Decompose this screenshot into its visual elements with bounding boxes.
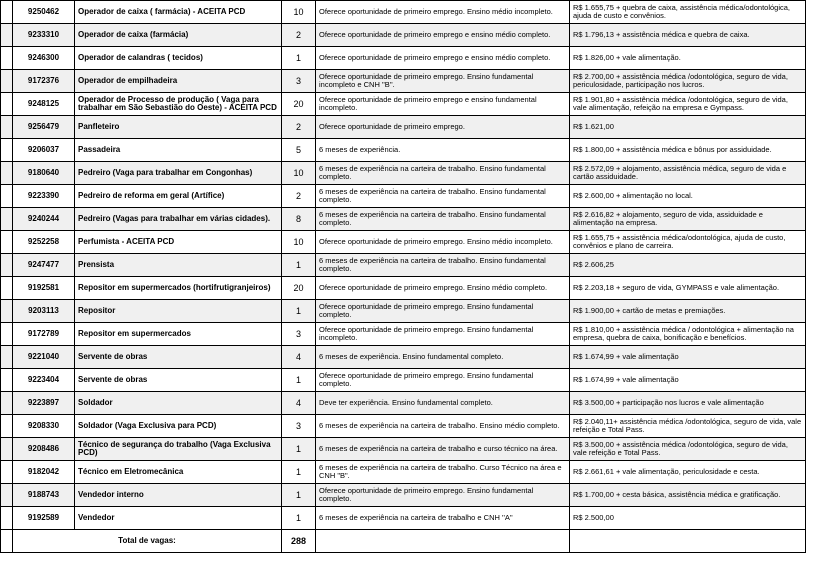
job-title: Soldador <box>75 392 282 415</box>
job-requirements: Oferece oportunidade de primeiro emprego e ensino fundamental incompleto. <box>316 93 570 116</box>
job-code: 9223404 <box>13 369 75 392</box>
table-row <box>1 323 806 346</box>
table-row <box>1 392 806 415</box>
job-salary-benefits: R$ 1.655,75 + quebra de caixa, assistência médica/odontológica, ajuda de custo e convênios. <box>570 1 806 24</box>
job-code: 9233310 <box>13 24 75 47</box>
job-vacancies: 1 <box>282 461 316 484</box>
row-blank-cell <box>1 507 13 530</box>
job-salary-benefits: R$ 2.203,18 + seguro de vida, GYMPASS e vale alimentação. <box>570 277 806 300</box>
job-requirements: Oferece oportunidade de primeiro emprego. Ensino médio completo. <box>316 277 570 300</box>
job-title: Servente de obras <box>75 369 282 392</box>
job-vacancies: 10 <box>282 162 316 185</box>
job-requirements: 6 meses de experiência na carteira de trabalho. Curso Técnico na área e CNH "B". <box>316 461 570 484</box>
job-salary-benefits: R$ 1.800,00 + assistência médica e bônus por assiduidade. <box>570 139 806 162</box>
job-code: 9188743 <box>13 484 75 507</box>
job-requirements: Oferece oportunidade de primeiro emprego. Ensino fundamental completo. <box>316 300 570 323</box>
table-row <box>1 162 806 185</box>
row-blank-cell <box>1 323 13 346</box>
job-requirements: Oferece oportunidade de primeiro emprego. Ensino fundamental completo. <box>316 369 570 392</box>
job-vacancies: 4 <box>282 392 316 415</box>
job-salary-benefits: R$ 2.500,00 <box>570 507 806 530</box>
row-blank-cell <box>1 461 13 484</box>
job-vacancies: 3 <box>282 323 316 346</box>
job-code: 9248125 <box>13 93 75 116</box>
job-title: Pedreiro de reforma em geral (Artífice) <box>75 185 282 208</box>
table-row <box>1 70 806 93</box>
row-blank-cell <box>1 392 13 415</box>
job-code: 9250462 <box>13 1 75 24</box>
job-vacancies: 4 <box>282 346 316 369</box>
job-salary-benefits: R$ 2.606,25 <box>570 254 806 277</box>
row-blank-cell <box>1 93 13 116</box>
job-requirements: Oferece oportunidade de primeiro emprego. <box>316 116 570 139</box>
job-salary-benefits: R$ 1.900,00 + cartão de metas e premiações. <box>570 300 806 323</box>
job-vacancies: 20 <box>282 277 316 300</box>
table-row <box>1 116 806 139</box>
job-title: Prensista <box>75 254 282 277</box>
job-salary-benefits: R$ 1.826,00 + vale alimentação. <box>570 47 806 70</box>
job-table-body <box>1 1 806 530</box>
row-blank-cell <box>1 415 13 438</box>
row-blank-cell <box>1 1 13 24</box>
job-salary-benefits: R$ 2.572,09 + alojamento, assistência médica, seguro de vida e cartão assiduidade. <box>570 162 806 185</box>
job-title: Passadeira <box>75 139 282 162</box>
job-vacancies: 1 <box>282 507 316 530</box>
job-code: 9256479 <box>13 116 75 139</box>
job-vacancies: 3 <box>282 415 316 438</box>
job-title: Operador de calandras ( tecidos) <box>75 47 282 70</box>
total-blank-cell <box>1 530 13 553</box>
job-salary-benefits: R$ 1.674,99 + vale alimentação <box>570 346 806 369</box>
job-requirements: Oferece oportunidade de primeiro emprego. Ensino fundamental incompleto e CNH ''B''. <box>316 70 570 93</box>
job-title: Servente de obras <box>75 346 282 369</box>
row-blank-cell <box>1 254 13 277</box>
job-code: 9223897 <box>13 392 75 415</box>
job-vacancies: 1 <box>282 484 316 507</box>
job-title: Repositor em supermercados (hortifrutigranjeiros) <box>75 277 282 300</box>
table-row <box>1 369 806 392</box>
job-salary-benefits: R$ 2.600,00 + alimentação no local. <box>570 185 806 208</box>
job-code: 9252258 <box>13 231 75 254</box>
row-blank-cell <box>1 185 13 208</box>
job-vacancies: 2 <box>282 24 316 47</box>
job-requirements: 6 meses de experiência na carteira de trabalho. Ensino fundamental completo. <box>316 208 570 231</box>
job-title: Perfumista - ACEITA PCD <box>75 231 282 254</box>
table-row <box>1 415 806 438</box>
row-blank-cell <box>1 438 13 461</box>
table-row <box>1 24 806 47</box>
job-code: 9221040 <box>13 346 75 369</box>
job-vacancies: 2 <box>282 116 316 139</box>
job-code: 9247477 <box>13 254 75 277</box>
job-title: Vendedor interno <box>75 484 282 507</box>
job-requirements: 6 meses de experiência. <box>316 139 570 162</box>
job-requirements: 6 meses de experiência na carteira de trabalho e curso técnico na área. <box>316 438 570 461</box>
job-salary-benefits: R$ 2.616,82 + alojamento, seguro de vida, assiduidade e alimentação na empresa. <box>570 208 806 231</box>
job-code: 9180640 <box>13 162 75 185</box>
job-requirements: 6 meses de experiência na carteira de trabalho. Ensino fundamental completo. <box>316 185 570 208</box>
job-code: 9192589 <box>13 507 75 530</box>
table-row <box>1 438 806 461</box>
job-vacancies: 1 <box>282 369 316 392</box>
row-blank-cell <box>1 24 13 47</box>
job-title: Repositor em supermercados <box>75 323 282 346</box>
job-title: Operador de caixa ( farmácia) - ACEITA PCD <box>75 1 282 24</box>
job-title: Vendedor <box>75 507 282 530</box>
job-title: Repositor <box>75 300 282 323</box>
job-requirements: 6 meses de experiência. Ensino fundamental completo. <box>316 346 570 369</box>
job-vacancies: 20 <box>282 93 316 116</box>
table-row <box>1 461 806 484</box>
table-row <box>1 507 806 530</box>
row-blank-cell <box>1 277 13 300</box>
row-blank-cell <box>1 70 13 93</box>
job-salary-benefits: R$ 1.674,99 + vale alimentação <box>570 369 806 392</box>
job-vacancies: 10 <box>282 231 316 254</box>
job-salary-benefits: R$ 1.700,00 + cesta básica, assistência médica e gratificação. <box>570 484 806 507</box>
row-blank-cell <box>1 139 13 162</box>
job-title: Panfleteiro <box>75 116 282 139</box>
job-title: Soldador (Vaga Exclusiva para PCD) <box>75 415 282 438</box>
job-vacancies: 1 <box>282 300 316 323</box>
job-title: Operador de Processo de produção ( Vaga para trabalhar em São Sebastião do Oeste) - ACEITA PCD <box>75 93 282 116</box>
job-code: 9240244 <box>13 208 75 231</box>
total-row <box>1 530 806 553</box>
table-row <box>1 484 806 507</box>
job-code: 9246300 <box>13 47 75 70</box>
job-code: 9206037 <box>13 139 75 162</box>
table-row <box>1 346 806 369</box>
job-title: Operador de caixa (farmácia) <box>75 24 282 47</box>
job-code: 9203113 <box>13 300 75 323</box>
row-blank-cell <box>1 116 13 139</box>
job-title: Técnico de segurança do trabalho (Vaga Exclusiva PCD) <box>75 438 282 461</box>
job-requirements: Oferece oportunidade de primeiro emprego. Ensino médio incompleto. <box>316 1 570 24</box>
job-requirements: Oferece oportunidade de primeiro emprego e ensino médio completo. <box>316 47 570 70</box>
row-blank-cell <box>1 231 13 254</box>
job-requirements: 6 meses de experiência na carteira de trabalho e CNH ''A'' <box>316 507 570 530</box>
job-vacancies: 8 <box>282 208 316 231</box>
table-row <box>1 208 806 231</box>
table-row <box>1 300 806 323</box>
job-title: Pedreiro (Vagas para trabalhar em várias cidades). <box>75 208 282 231</box>
row-blank-cell <box>1 162 13 185</box>
job-vacancies: 5 <box>282 139 316 162</box>
row-blank-cell <box>1 484 13 507</box>
table-row <box>1 1 806 24</box>
table-row <box>1 231 806 254</box>
job-salary-benefits: R$ 1.655,75 + assistência médica/odontológica, ajuda de custo, convênios e plano de carreira. <box>570 231 806 254</box>
total-empty-cell <box>570 530 806 553</box>
job-salary-benefits: R$ 1.621,00 <box>570 116 806 139</box>
job-code: 9192581 <box>13 277 75 300</box>
row-blank-cell <box>1 47 13 70</box>
job-salary-benefits: R$ 1.796,13 + assistência médica e quebra de caixa. <box>570 24 806 47</box>
job-vacancies: 3 <box>282 70 316 93</box>
row-blank-cell <box>1 346 13 369</box>
job-requirements: Oferece oportunidade de primeiro emprego. Ensino médio incompleto. <box>316 231 570 254</box>
job-salary-benefits: R$ 3.500,00 + assistência médica /odontológica, seguro de vida, vale refeição e Total Pass. <box>570 438 806 461</box>
job-vacancies: 2 <box>282 185 316 208</box>
total-empty-cell <box>316 530 570 553</box>
job-requirements: Oferece oportunidade de primeiro emprego e ensino médio completo. <box>316 24 570 47</box>
job-salary-benefits: R$ 1.810,00 + assistência médica / odontológica + alimentação na empresa, quebra de caixa, bonificação e benefícios. <box>570 323 806 346</box>
job-vacancies: 1 <box>282 438 316 461</box>
job-code: 9208486 <box>13 438 75 461</box>
job-title: Pedreiro (Vaga para trabalhar em Congonhas) <box>75 162 282 185</box>
job-salary-benefits: R$ 2.040,11+ assistência médica /odontológica, seguro de vida, vale refeição e Total Pass. <box>570 415 806 438</box>
job-vacancies: 1 <box>282 47 316 70</box>
job-title: Operador de empilhadeira <box>75 70 282 93</box>
table-row <box>1 254 806 277</box>
row-blank-cell <box>1 208 13 231</box>
job-salary-benefits: R$ 1.901,80 + assistência médica /odontológica, seguro de vida, vale alimentação, refeição na empresa e Gympass. <box>570 93 806 116</box>
total-value: 288 <box>282 530 316 553</box>
job-title: Técnico em Eletromecânica <box>75 461 282 484</box>
job-code: 9208330 <box>13 415 75 438</box>
job-vacancies: 1 <box>282 254 316 277</box>
job-code: 9172376 <box>13 70 75 93</box>
total-label: Total de vagas: <box>13 530 282 553</box>
job-code: 9182042 <box>13 461 75 484</box>
job-salary-benefits: R$ 2.700,00 + assistência médica /odontológica, seguro de vida, periculosidade, participação nos lucros. <box>570 70 806 93</box>
row-blank-cell <box>1 300 13 323</box>
job-salary-benefits: R$ 2.661,61 + vale alimentação, periculosidade e cesta. <box>570 461 806 484</box>
job-requirements: 6 meses de experiência na carteira de trabalho. Ensino médio completo. <box>316 415 570 438</box>
table-row <box>1 185 806 208</box>
row-blank-cell <box>1 369 13 392</box>
job-code: 9223390 <box>13 185 75 208</box>
table-row <box>1 47 806 70</box>
job-requirements: 6 meses de experiência na carteira de trabalho. Ensino fundamental completo. <box>316 162 570 185</box>
job-vacancies: 10 <box>282 1 316 24</box>
job-requirements: 6 meses de experiência na carteira de trabalho. Ensino fundamental completo. <box>316 254 570 277</box>
job-salary-benefits: R$ 3.500,00 + participação nos lucros e vale alimentação <box>570 392 806 415</box>
table-row <box>1 277 806 300</box>
job-code: 9172789 <box>13 323 75 346</box>
table-row <box>1 139 806 162</box>
job-requirements: Deve ter experiência. Ensino fundamental completo. <box>316 392 570 415</box>
job-requirements: Oferece oportunidade de primeiro emprego. Ensino fundamental completo. <box>316 484 570 507</box>
table-row <box>1 93 806 116</box>
job-requirements: Oferece oportunidade de primeiro emprego. Ensino fundamental incompleto. <box>316 323 570 346</box>
